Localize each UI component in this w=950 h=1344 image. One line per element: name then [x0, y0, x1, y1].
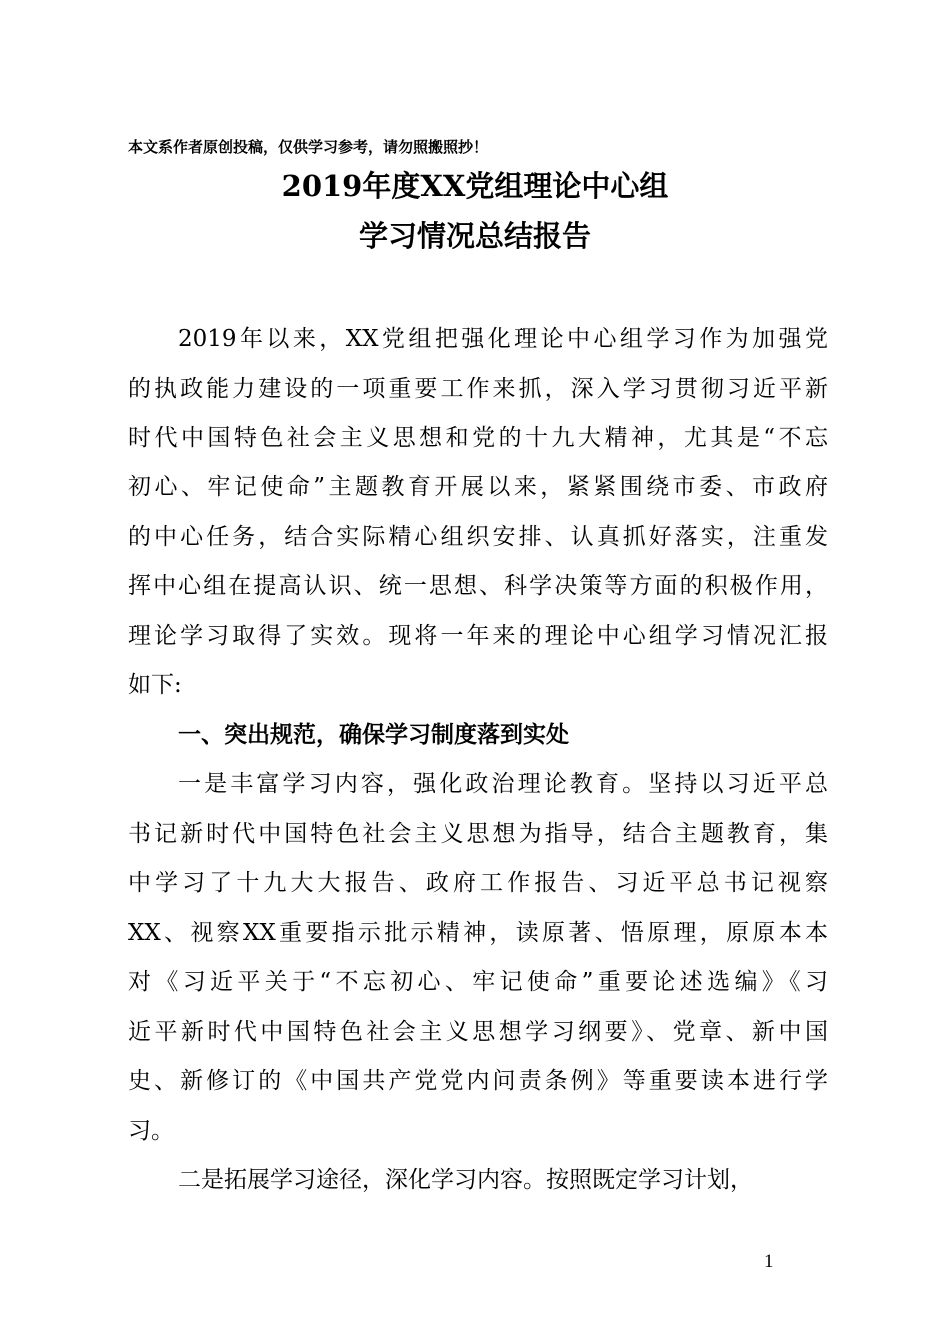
intro-line: 理论学习取得了实效。现将一年来的理论中心组学习情况汇报 [128, 623, 828, 649]
page-number: 1 [764, 1251, 774, 1272]
intro-line: 初心、牢记使命”主题教育开展以来，紧紧围绕市委、市政府 [128, 474, 828, 500]
intro-line: 挥中心组在提高认识、统一思想、科学决策等方面的积极作用， [128, 573, 828, 599]
title-line-2: 学习情况总结报告 [358, 219, 591, 253]
title-line-1: 2019年度XX党组理论中心组 [281, 169, 669, 203]
paragraph-line: 一是丰富学习内容，强化政治理论教育。坚持以习近平总 [178, 771, 828, 797]
paragraph-line: 对《习近平关于“不忘初心、牢记使命”重要论述选编》《习 [128, 969, 828, 995]
paragraph-line: 史、新修订的《中国共产党党内问责条例》等重要读本进行学 [128, 1068, 828, 1094]
intro-line: 的执政能力建设的一项重要工作来抓，深入学习贯彻习近平新 [128, 376, 828, 402]
paragraph-line: 习。 [128, 1118, 174, 1144]
copyright-notice: 本文系作者原创投稿，仅供学习参考，请勿照搬照抄！ [128, 138, 489, 156]
paragraph-line: XX、视察XX重要指示批示精神，读原著、悟原理，原原本本 [128, 920, 828, 946]
paragraph-line: 中学习了十九大大报告、政府工作报告、习近平总书记视察 [128, 870, 828, 896]
intro-line: 如下: [128, 672, 182, 698]
intro-line: 的中心任务，结合实际精心组织安排、认真抓好落实，注重发 [128, 524, 828, 550]
intro-line: 2019年以来，XX党组把强化理论中心组学习作为加强党 [178, 326, 828, 352]
paragraph-line: 二是拓展学习途径，深化学习内容。按照既定学习计划， [178, 1167, 753, 1193]
intro-line: 时代中国特色社会主义思想和党的十九大精神，尤其是“不忘 [128, 425, 828, 451]
paragraph-line: 近平新时代中国特色社会主义思想学习纲要》、党章、新中国 [128, 1019, 828, 1045]
section-heading: 一、突出规范，确保学习制度落到实处 [178, 722, 569, 748]
paragraph-line: 书记新时代中国特色社会主义思想为指导，结合主题教育，集 [128, 821, 828, 847]
